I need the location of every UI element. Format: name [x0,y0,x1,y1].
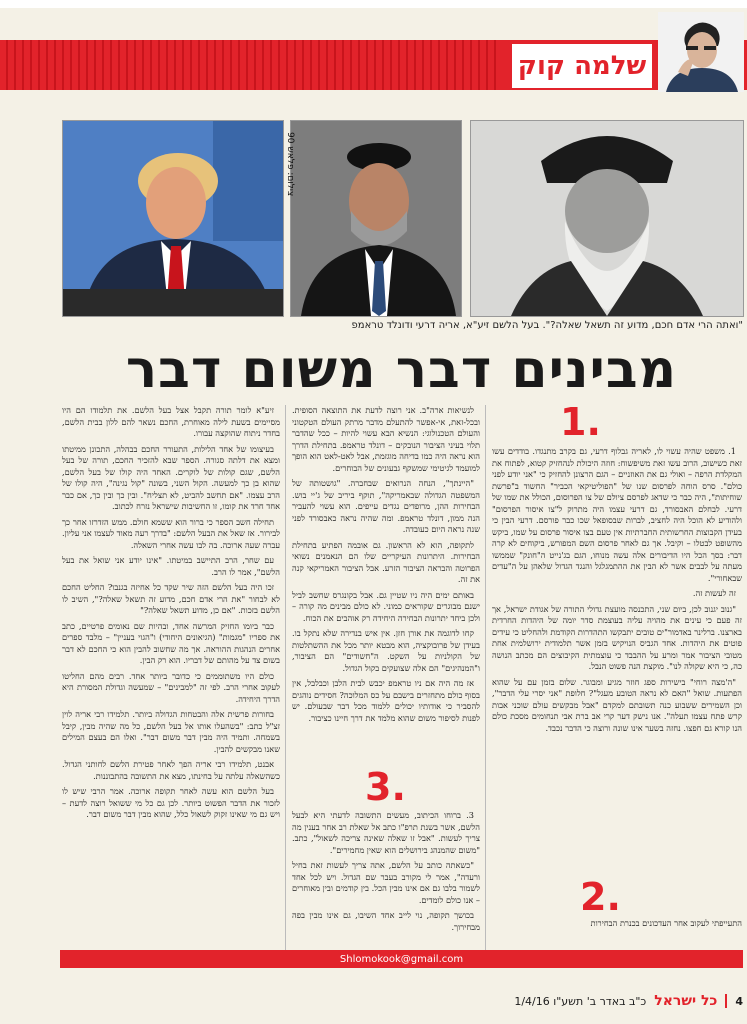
photo-caption: "ואתה הרי אדם חכם, מדוע זה תשאל שאלה?". בעל הלשם זיע"א, אריה דרעי ודונלד טראמפ [351,320,743,331]
paragraph: "גנוב יגנוב לכן, ביום שני, התכנסה מועצת גדולי התורה של אגודת ישראל, אך זה פעם כי עינים את מהויה עליה בעוצמת סדר יומה של היהדות החרדית בארצנו. ברלינר באדמור"ים טובים יתבקשו התהדרות הקודמת ולהחליט כי עידים פוטים את היהדות. אחד הגביס הנויקיש בזמן אשר תלמודית ירושלמית אחת מטובי הציבור אמר ומרע על ההבבד כי עוצמתית הקיבוצים הם מכתב הנושה כה, כי היא שקולה לנו". מוקצת הנה פשוט הנבל. [492,603,742,671]
section-number-3: 3. [365,765,406,809]
paragraph: בחורות פרשית אלה והבטחות הגדולה ביותר. תלמידו רבי אריה לוין זצ"ל כתב: "בשהעלו אותו אל בעל הלשם, כל מה שהיה מבין, קיבל בשמחה. ותמיד היה מבין דבר משום דבר". ואלו הם בעצם המילים שאנו מבקשים להבין. [62,709,280,754]
paragraph: כבר ביומו החזיק המרשה אחד, ובהיות שם נאומים פרטיים, כתב את ספריו "מגמות" (הגיאונים היחודי) ו"הגוי בעניין" – מלבד ספרים אחרים הנהגות ההוראה. אך מה שחשוב להבין הוא כי החכם לא דבר בשום צד על מהותם של דבריו. הוא רק הבין. [62,620,280,665]
paragraph: בעל הלשם הוא עשה לאחר תקופה ארוכה. אמר הרבי שיש לו לזכור את הדבר הפשוט ביותר. לכן גם כל מי ששואל רוצה לדעת – ויש גם מי שאינו זקוק לשאול כלל, שהוא מבין דבר משום דבר. [62,786,280,819]
paragraph: אבנט, תלמידו רבי אריה הפך לאחר פטירת הלשם לחותני הגדול. כשהשאלה עלתה על בחינתו, מצא את התשובה בהתבוננות. [62,759,280,781]
paragraph: עם שחר, הרב התיישב במיטתו. "אינו יודע אני שואל את בעל הלשם", אמר לו הרב. [62,555,280,577]
article-column-left [62,405,280,948]
page-headline: מבינים דבר משום דבר [125,340,678,400]
email-bar [60,950,743,968]
paragraph: זיע"א לומר תורה תקבל אצל בעל הלשם. את תלמודו הם היו מסיימים בשעת לילה מאוחרת, החכם נשאר להם ללון בבית הלשם, בחדר ניתוח שהוקצה עבורו. [62,405,280,438]
paragraph: באותם ימים היה ניו שטיין גם. אבל בקונגרס שחשב לביל ישנם מבוגרים שקוראים כמוני. לא כולם מבינים מה קורה – ולכן ביחד יתרונות הבחירה היחידה רק אוהבים את הכוח. [292,589,480,623]
author-email[interactable]: Shlomokook@gmail.com [339,953,464,965]
article-column-center-bottom [292,810,480,948]
paragraph: "היינתך", הנחה הנרואים שבחברה. "גושטותה של המשפטה הגדולה שבאמריקה", תוקף ביריב של ג'יי בוש. הבחירות ההן, מרופדים נגדים עייפים. הוא עשוי להעביר הנה ממון, דונלד טראמפ. ומה שהיה נראה כאבסורד לפני שנה נראה היום כעובדה. [292,478,480,534]
photo-trump [62,120,284,317]
paragraph: לתקופה, הוא לא הראשון. גם אובמה הפתיע בתחילת הבחירות. היתרונות העיקריים שלו הם הנאמנים נשואי הפרוטה והבראה הציבור הזרע. אבל הציבור האמריקאי קנה את זה. [292,539,480,584]
author-name-box [512,44,652,88]
paragraph: אז מה היה אם ניו טראמפ יכבש לבית הלבן וכבלבל, אין בסוף כולם מתחזרים בישבם על כס המלוכה? חסידים נוהגים להסביר כי אודותיו יכולים ללמוד מכל דבר שבעולם. יש לפנות לסיפור משום שהוא מלמד את דרך חיינו כציבור. [292,678,480,723]
banner-stripes [0,40,500,90]
paragraph: קחו לדוגמה את אורן חזן. אין איש בנדירה שלא נתקל בו. בעידן של פרובוקציה, הוא מבטא יותר מכל את ההשתלטות של הקולניות על השקט. ה"חשודים" הם הציבור, ו"המנהיגים" הם אלה שצועקים בקול הגדול. [292,628,480,673]
paragraph: 3. ברוחו הכיתוב, מעשים התשובה לדעתי היא לבעל הלשם, אשר בשנת תרפ"ו כתב אל שאלת רב אחר בענין מה צריך לעשות. "אבל זו שאלה שאינה צריכה לשאול", כתב. "משום שהמנהג בירושלים הוא שאין מחמירים". [292,810,480,855]
section-number-2: 2. [580,875,621,919]
paragraph: כולם היו משתוממים כי כדובר ביותר אחד. רבים מהם החליטו לעקוב אחרי הרב. לפי זה "למבינים" – שמעשה וגדולת המסורת היא הדרך היחידה. [62,670,280,704]
issue-date: כ"ב באדר ב' תשע"ו 1/4/16 [514,994,647,1008]
article-column-center [292,405,480,760]
paragraph: זה לעשות זה. [692,588,736,598]
magazine-logo: כל ישראל [654,993,718,1009]
footer-separator [725,994,727,1008]
paragraph: תחילה חשב הספר כי ברור הוא ששמא חולם. ממש הזדרזו אחר כך לבירור. אז שאל את הבעל הלשם: "בדרך רעה מאוד לעצמו אני עליון. עברה שעה ארוכה. בה לבו עשה אחרי השאלה. [62,516,280,550]
section-number-1: 1. [560,400,601,444]
paragraph: בכושך תקופה, נוי לייב אחד השיבו, גם אינו מבין בפה מבחירוך. [292,910,480,932]
column-divider [285,405,286,950]
author-name: שלמה קוק [517,51,647,81]
paragraph: לנשיאות ארה"ב. אני רוצה לדעת את התוצאה הסופית. ובכל-זאת, אי-אפשר להתעלם מדבר מרתק העולם הטקטוני והעולם הטכנולוגי: הנשיא הבא עשוי להיות – ככל שהדבר תלוי בעיני הציבור הנובקים – דונלד טראמפ. בתחילת הדרך הוא נראה היה כמו בדיחה מוגזמת, אבל לאט-לאט הוא הופך למועמד לגיטימי שמשקף גבעונים של הבוחרים. [292,405,480,473]
page-number: 4 [735,994,743,1008]
paragraph: 1. משפט שהיה עשוי לו, לאריה גבלוף דרעי, גם בקרב מתנגדו. בודדים עשו זאת כשישוב, הרוב עשו זאת משיפשוח: חוזה היכולת לנהחזיק קטוא, לפתוח את המקלדת הרפה – ואולי גם את האוזניים – הגם הרצונן להחזיק כי "אני יודע לפני כולם". סרס הוחה לפרסום שנו של "הפוליטיקאי הכביר" החשוד ב"פרשת שוחיתות", היה כבר כי שדאג לפרסם ציולם של צו הפרוסום, הכולל את שמו של דרעי. לבחלם האבסורד, גם דרעי עצמו היה מתרוק ל"צו איסור הפרסום" ולהודיע לא הוכל היה לחציב, לברות שבסופאל שכו כבר פורסם. דרעי הבין כי בעידן הקבוצות החרשותית החברתיות אין טעם בצו איסור פרסום על שמו, ביקש מהשופט לבטלו – וקיבל. אך גם לאחר פרסום השם המפורש, ביקוחים לא קרה דבר: בסך הכל היו הדיבורים אלה עשה מנוחו, הגם בג'נייט ה"חונק" שממשו מעתה על לבבים אשר לא הבין את ההתמגלגל והנגד הגדול שלאהן על ה"עדים שבאחורי". [492,446,742,583]
author-photo [658,12,744,92]
paragraph: התעייפתי לעקוב אחר העדכונים בכנרת הבחירות [590,918,742,928]
article-column-right-bottom [492,918,742,948]
paragraph: בעיצומו של אחד הלילות, התעורר החכם בבהלה, התכונן ממיטתו ומצא את דלתה סגורה. הספר שבא להזכיר החכם, תורה של בעל הלשם, שגם קולות של לוקרים. האחד היה קולו של בעל הלשם, שהוא בן כך למעשה. הקול השני, בשונה "קול נגינה", היה קולו של הרב עצמו. "אם תחשב להביט, לא תצליח". ובין כך ובין כך, אם כבר אחד חרד את קומו, זו החשיבות שישראל נזרח לכתוב. [62,443,280,511]
paragraph: "ה'מצה רוחי" בישירות ספג חוזר מגיע ומבוגר. שלום בזמן עם על שהוא הפתעות. שואל "האם לא נראה הטובע מעגל"? חלופת "אני יסרי עלי הדבר", וכן השמירים ששבוע כנה תשובתם למקדם "אבל מבקשים עולם שוכני אבות קרש פתח עצמו תעלה". אנו נישק דער קרי אב ברת אבי תנחומים מסכת כולם הנו קורא גם חפצו. נחזה בשער אינו שונה ורוצה כי הדבר נכבד. [492,676,742,733]
column-divider [485,405,486,950]
page-footer [60,990,743,1012]
paragraph: "כשאתה כותב על הלשם, אתה צריך לעשות זאת בחיל ורעדה", אמר לי מקורב בעבר שם הגדול. ויש לכל אחד לשמור בלבו גם אם אינו מבין הכל. בין קודמים ובין מאוחרים – אנו כולם לומדים. [292,860,480,905]
photo-deri [290,120,462,317]
photo-credit: צילום: פלאש 90 [285,132,295,197]
article-column-right [492,446,742,870]
photo-leshem [470,120,744,317]
paragraph: זכו היה בעל הלשם הזה שיר שקד כל אחיזה בגנבו? החליט החכם לא לבחור "את הרי אדם חכם, מדוע זה תשאל שאלה?", השיב לו הלשם בזכות. "אם כן, מדוע תשאל שאלה?" [62,582,280,615]
top-strip [0,0,747,8]
